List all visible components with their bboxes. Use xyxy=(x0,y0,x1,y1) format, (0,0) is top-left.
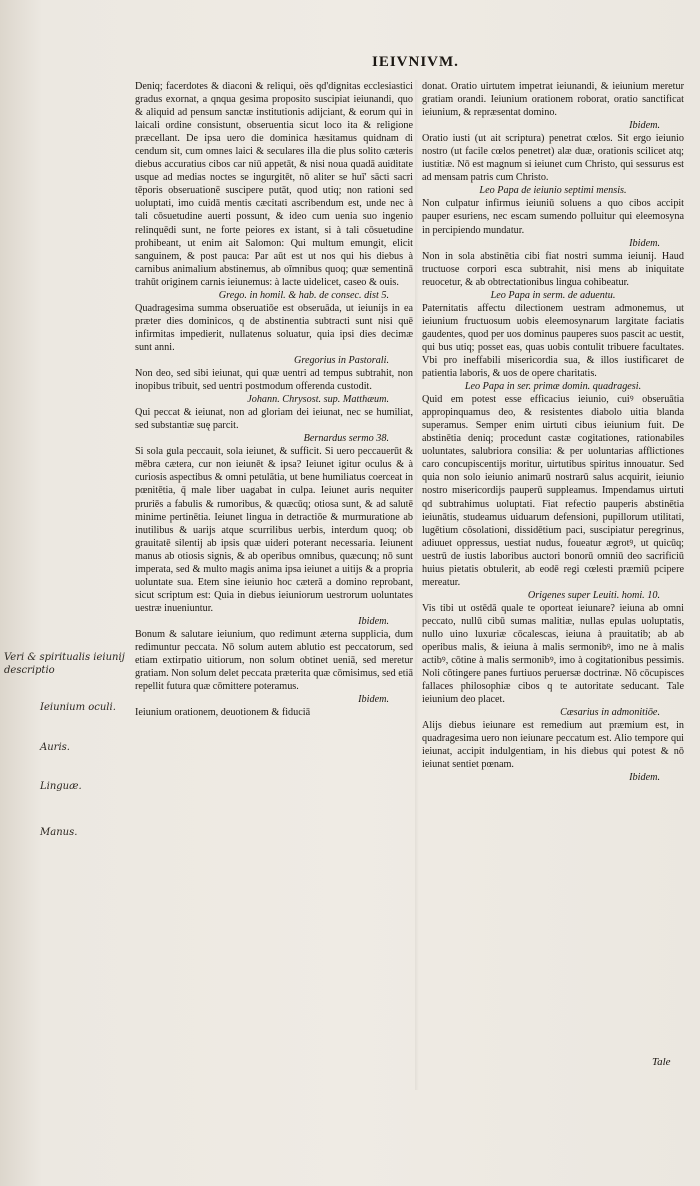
paragraph: Alijs diebus ieiunare est remedium aut præmium est, in quadragesima uero non ieiunare peccatum est. Alio tempore qui ieiunat, accipit indulgentiam, in his diebus qui potest & nō ieiunat sentiet pœnam. xyxy=(422,720,684,771)
paragraph: Ieiunium orationem, deuotionem & fiduciā xyxy=(135,707,311,719)
section-heading: Leo Papa de ieiunio septimi mensis. xyxy=(479,185,627,197)
citation: Grego. in homil. & hab. de consec. dist 5. xyxy=(218,289,389,301)
citation: Johann. Chrysost. sup. Matthæum. xyxy=(247,394,389,406)
paragraph: Qui peccat & ieiunat, non ad gloriam dei ieiunat, nec se humiliat, sed substantiæ suę parcit. xyxy=(135,407,413,432)
citation: Ibidem. xyxy=(358,694,389,706)
margin-note: Ieiunium oculi. xyxy=(40,702,116,713)
paragraph: Non in sola abstinētia cibi fiat nostri summa ieiunij. Haud tructuose corpori esca subtrahit, nisi mens ab iniquitate reuocetur, & ab obtrectationibus lingua cohibeatur. xyxy=(422,250,684,288)
margin-note: Auris. xyxy=(40,742,70,753)
paragraph: Paternitatis affectu dilectionem uestram admonemus, ut ieiunium fructuosum uobis eleemosynarum largitate faciatis gaudentes, quod per uos dominus pauperes suos pascit ac uestit, qui bus utiq; posset eas, quas uobis contulit tribuere facultates. Vbi pro ineffabili misericordia sua, & illos iustificaret de patientia laboris, & uos de opere charitatis. xyxy=(422,302,684,380)
paragraph: Bonum & salutare ieiunium, quo redimunt æterna supplicia, dum redimuntur peccata. Nō solum autem ablutio est peccatorum, sed etiam extirpatio uitiorum, non solum obtinet ueniā, sed meretur gratiam. Non solum delet peccata præterita quæ cōmisimus, sed etiā repellit futura quæ cōmittere poteramus. xyxy=(135,628,413,693)
margin-note: Veri & spiritualis ieiunij descriptio xyxy=(4,652,125,676)
column-gutter xyxy=(415,80,419,1090)
citation: Ibidem. xyxy=(358,615,389,627)
section-heading: Leo Papa in ser. primæ domin. quadragesi. xyxy=(464,381,642,393)
paragraph: Vis tibi ut ostēdā quale te oporteat ieiunare? ieiuna ab omni peccato, nullū cibū sumas malitiæ, nullas epulas uoluptatis, nullo uino luxuriæ cōcalescas, ieiuna à prauitatib; ab ab operibus malis, & ieiuna à malis sermonibꝰ, imo ne à malis actibꝰ, cōtine à malis sermonibꝰ, imo à cogitationibus pessimis. Noli cōtingere panes furtiuos peruersæ doctrinæ. Nō cōcupisces fallaces philosophiæ cibos q te autoritate seducant. Tale ieiunium deo placet. xyxy=(422,602,684,706)
running-header: IEIVNIVM. xyxy=(372,54,459,70)
citation: Gregorius in Pastorali. xyxy=(294,354,389,366)
right-column xyxy=(422,80,684,785)
margin-note: Linguæ. xyxy=(40,781,82,792)
paragraph: Non deo, sed sibi ieiunat, qui quæ uentri ad tempus subtrahit, non inopibus tribuit, sed uentri postmodum offerenda custodit. xyxy=(135,368,413,393)
citation: Bernardus sermo 38. xyxy=(303,433,389,445)
section-heading: Leo Papa in serm. de aduentu. xyxy=(490,289,616,301)
paragraph: Oratio iusti (ut ait scriptura) penetrat cœlos. Sit ergo ieiunio nostro (ut facile cœlos penetret) alæ duæ, orationis scilicet atq; iustitiæ. Nō est magnum si ieiunet cum Christo, qui sessurus est ad mensam patris cum Christo. xyxy=(422,133,684,184)
paragraph: Si sola gula peccauit, sola ieiunet, & sufficit. Si uero peccauerūt & mēbra cætera, cur non ieiunēt & ipsa? Ieiunet igitur oculus & à curiosis aspectibus & omni petulātia, ut bene humiliatus coerceat in pœnitētia, q̄ male liber uagabat in culpa. Ieiunet auris nequiter pruriēs a fabulis & rumoribus, & quæcūq; otiosa sunt, & ad salutē minime pertinētia. Ieiunet lingua in detractiōe & murmuratione ab inutilibus & uarijs atque scurrilibus uerbis, interdum quoq; ob grauitatē silentij ab ipsis quæ uideri poterant necessaria. Ieiunent manus ab otiosis signis, & ab operibus omnibus, quæcunq; nō sunt imperata, sed & multo magis anima ipsa ieiunet a uitijs & a propria uoluntate sua. Etem sine ieiunio hoc cæterā a domino reprobant, sicut scriptum est: Quia in diebus ieiuniorum uestrorum uoluntates uestræ inueniuntur. xyxy=(135,446,413,614)
citation: Ibidem. xyxy=(629,120,660,132)
paragraph: Non culpatur infirmus ieiuniū soluens a quo cibos accipit pauper esuriens, nec escam sumendo polluitur qui eleemosyna in percipiendo mundatur. xyxy=(422,198,684,236)
paragraph: Deniq; facerdotes & diaconi & reliqui, oës qd'dignitas ecclesiastici gradus exornat, a qnqua gesima proposito suscipiat ieiunandi, quo & aliquid ad pensum sanctæ institutionis adijciant, & eorum qui in laicali ordine consistunt, obseruentia sicut loco ita & religione præcellant. De ipsa uero die dominica hæsitamus quidnam di cendum sit, cum omnes laici & seculares illa die plus solito cæteris diebus accuratius cibos car niū appetāt, & nisi noua quadā auiditate usque ad medias noctes se ingurgitēt, nō aliter se huī' sācti sacri tēporis obseruationē suscipere putāt, quod utiq; non rationi sed uoluptati, imo cuidā mentis cæcitati ascribendum est, unde nec à tali cōsuetudine auerti possunt, & ideo cum uenia suo ingenio relinquēdi sunt, ne forte peiores ex istant, si à tali cōsuetudine prohibeant, ut enim ait Salomon: Qui multum emungit, elicit sanguinem, & post pauca: Par aūt est ut nos qui his diebus à carnibus animalium abstinemus, ab oīmnibus quoq; quæ sementinā trahūt originem carnis ieiunemus: à lacte uidelicet, caseo & ouis. xyxy=(135,81,413,288)
citation: Origenes super Leuiti. homi. 10. xyxy=(527,589,660,601)
left-column xyxy=(135,80,413,719)
paragraph: donat. Oratio uirtutem impetrat ieiunandi, & ieiunium meretur gratiam orandi. Ieiunium orationem roborat, oratio sanctificat ieiunium, & repræsentat domino. xyxy=(422,81,684,119)
citation: Cæsarius in admonitiōe. xyxy=(560,707,660,719)
paragraph: Quadragesima summa obseruatiōe est obseruāda, ut ieiunijs in ea præter dies dominicos, q de abstinentia subtracti sunt nisi quē infirmitas impedierit, nullatenus soluatur, quia ipsi dies decimæ sunt anni. xyxy=(135,302,413,353)
citation: Ibidem. xyxy=(629,237,660,249)
paragraph: Quid em potest esse efficacius ieiunio, cuiꝰ obseruātia appropinquamus deo, & resistentes diabolo uitia blanda superamus. Semper enim uirtuti cibus ieiunium fuit. De abstinētia deniq; procedunt castæ cogitationes, rationabiles uoluntates, salubriora consilia: & per uoluntarias afflictiones caro concupiscentijs moritur, uirtutibus spiritus innouatur. Sed quia non solo ieiunio animarū nostrarū salus acquirit, ieiunio nostro misericordijs pauperū suppleamus. Impendamus uirtuti qd subtrahimus uoluptati. Fiat refectio pauperis abstinētia ieiunātis, studeamus uiduarum defensioni, pupillorum utilitati, lugētium cōsolationi, dissidētium paci, suscipiatur peregrinus, adiuuet oppressus, uestiat nudus, foueatur ægrotꝰ, ut quicūq; uestrū de iustis laboribus auctori bonorū omniū deo sacrificiū huius pietatis obtulerit, ab eodē regi cœlesti præmiū pcipere mereatur. xyxy=(422,394,684,588)
margin-note: Manus. xyxy=(40,827,78,838)
catchword: Tale xyxy=(652,1056,671,1068)
citation: Ibidem. xyxy=(629,772,660,784)
